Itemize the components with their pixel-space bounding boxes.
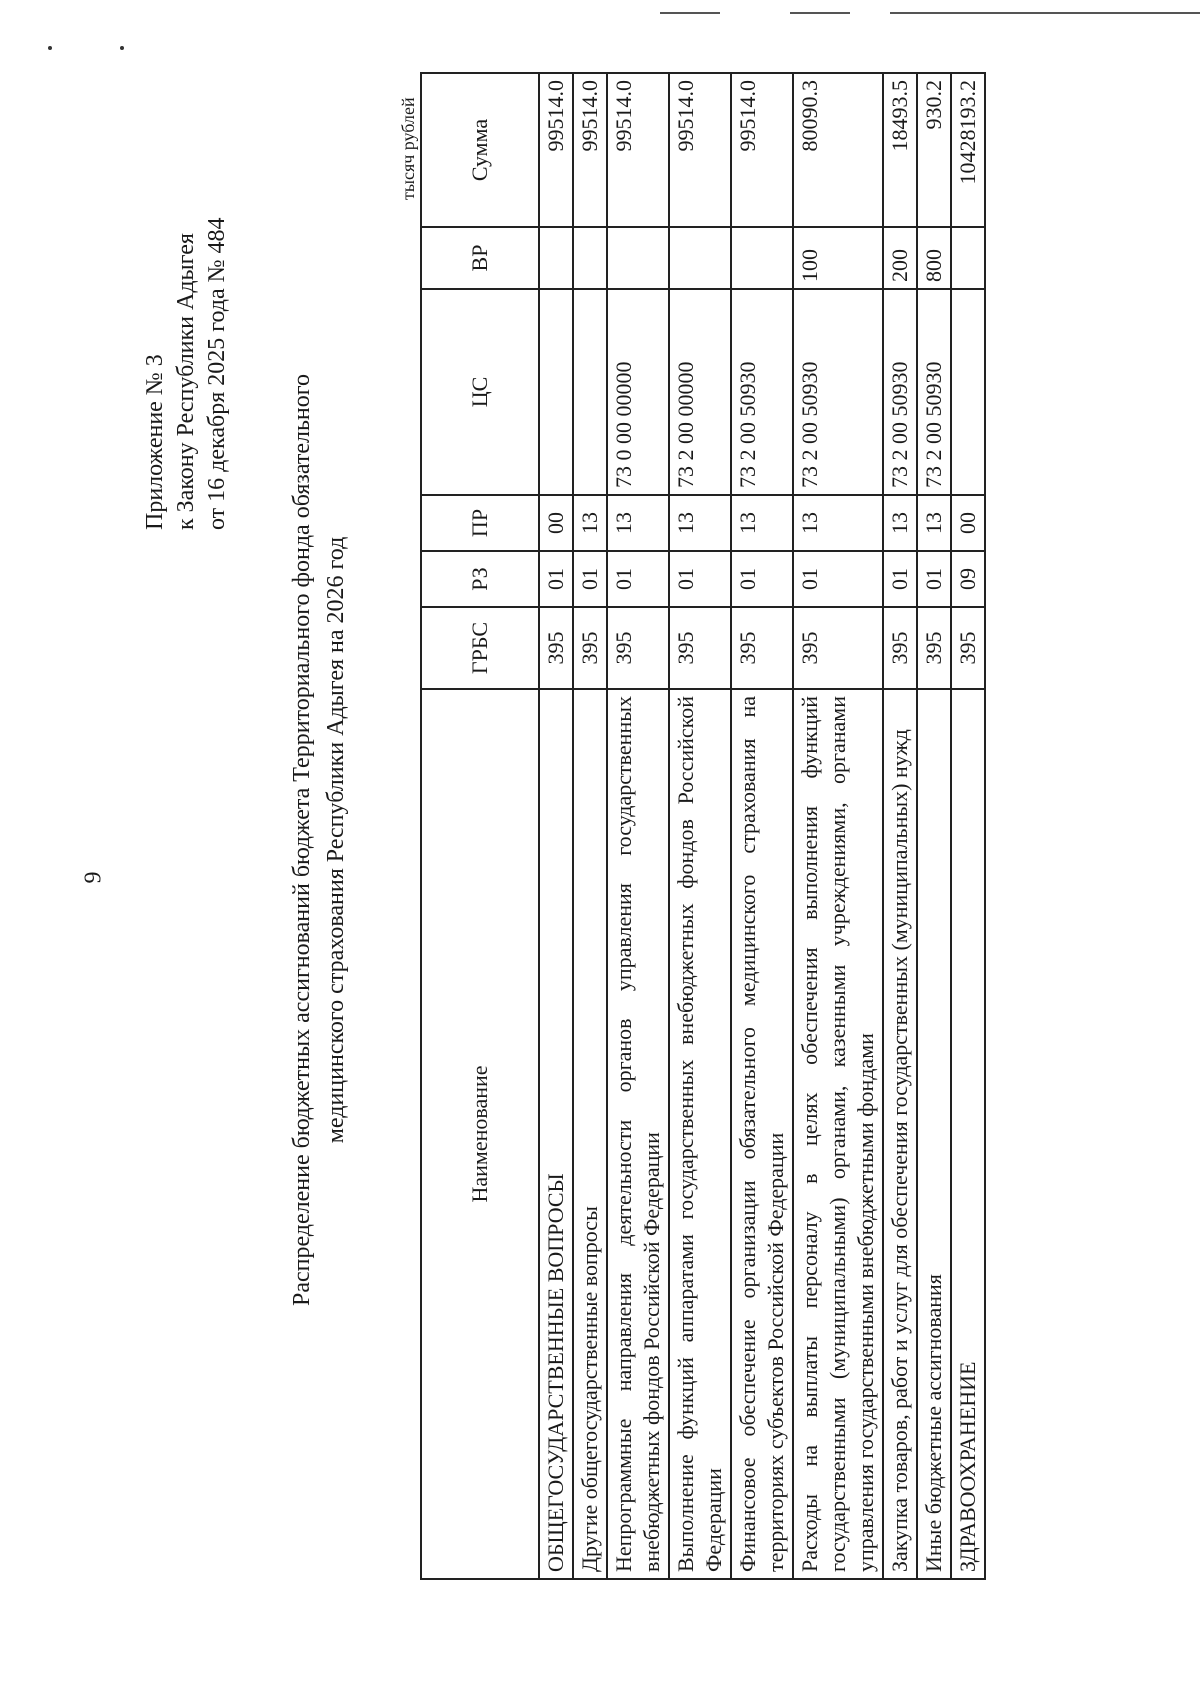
cell-sum: 10428193.2 — [951, 73, 985, 227]
cell-rz: 01 — [607, 551, 669, 607]
cell-grbs: 395 — [917, 607, 951, 689]
scan-artifact-line — [660, 12, 720, 14]
cell-vr — [951, 227, 985, 289]
table-header-row — [421, 73, 539, 1579]
cell-name: ОБЩЕГОСУДАРСТВЕННЫЕ ВОПРОСЫ — [539, 689, 573, 1579]
cell-pr: 00 — [951, 495, 985, 551]
cell-name: Другие общегосударственные вопросы — [573, 689, 607, 1579]
cell-vr — [573, 227, 607, 289]
table-row — [573, 73, 607, 1579]
table-row — [951, 73, 985, 1579]
cell-sum: 80090.3 — [793, 73, 883, 227]
cell-grbs: 395 — [793, 607, 883, 689]
cell-cs: 73 2 00 50930 — [883, 289, 917, 495]
cell-grbs: 395 — [539, 607, 573, 689]
cell-rz: 01 — [883, 551, 917, 607]
table-row — [917, 73, 951, 1579]
cell-cs: 73 2 00 50930 — [793, 289, 883, 495]
header-rz: РЗ — [421, 551, 539, 607]
cell-cs: 73 2 00 00000 — [669, 289, 731, 495]
cell-cs: 73 2 00 50930 — [917, 289, 951, 495]
cell-sum: 99514.0 — [573, 73, 607, 227]
cell-cs: 73 0 00 00000 — [607, 289, 669, 495]
cell-rz: 09 — [951, 551, 985, 607]
table-row — [793, 73, 883, 1579]
page-number: 9 — [80, 871, 107, 884]
scan-artifact-line — [890, 12, 1200, 14]
units-label: тысяч рублей — [398, 97, 418, 200]
scan-artifact-line — [790, 12, 850, 14]
scan-artifact-dot — [120, 46, 124, 50]
header-cs: ЦС — [421, 289, 539, 495]
cell-vr: 800 — [917, 227, 951, 289]
table-row — [669, 73, 731, 1579]
cell-rz: 01 — [573, 551, 607, 607]
table-row — [883, 73, 917, 1579]
budget-table — [420, 72, 986, 1580]
header-grbs: ГРБС — [421, 607, 539, 689]
cell-name: ЗДРАВООХРАНЕНИЕ — [951, 689, 985, 1579]
table-row — [539, 73, 573, 1579]
cell-sum: 99514.0 — [731, 73, 793, 227]
cell-pr: 13 — [573, 495, 607, 551]
cell-vr — [607, 227, 669, 289]
cell-vr: 100 — [793, 227, 883, 289]
scan-artifact-dot — [48, 46, 52, 50]
cell-pr: 13 — [731, 495, 793, 551]
cell-pr: 13 — [917, 495, 951, 551]
rotated-document — [120, 54, 1120, 1640]
table-row — [731, 73, 793, 1579]
cell-cs — [573, 289, 607, 495]
document-title — [285, 240, 353, 1440]
cell-name: Расходы на выплаты персоналу в целях обеспечения выполнения функций государственными (муниципальными) органами, казенными учреждениями, органами управления государственными внебюджетными фондами — [793, 689, 883, 1579]
cell-name: Закупка товаров, работ и услуг для обеспечения государственных (муниципальных) нужд — [883, 689, 917, 1579]
cell-sum: 930.2 — [917, 73, 951, 227]
cell-sum: 99514.0 — [669, 73, 731, 227]
cell-pr: 13 — [883, 495, 917, 551]
title-line-2: медицинского страхования Республики Адыгея на 2026 год — [323, 536, 349, 1144]
header-pr: ПР — [421, 495, 539, 551]
cell-rz: 01 — [539, 551, 573, 607]
cell-sum: 99514.0 — [539, 73, 573, 227]
cell-grbs: 395 — [951, 607, 985, 689]
table-body — [539, 73, 985, 1579]
header-name: Наименование — [421, 689, 539, 1579]
cell-vr — [539, 227, 573, 289]
cell-grbs: 395 — [731, 607, 793, 689]
cell-pr: 13 — [607, 495, 669, 551]
annex-line-2: к Закону Республики Адыгея — [173, 233, 199, 530]
cell-grbs: 395 — [669, 607, 731, 689]
cell-name: Непрограммные направления деятельности органов управления государственных внебюджетных фондов Российской Федерации — [607, 689, 669, 1579]
cell-grbs: 395 — [883, 607, 917, 689]
table-row — [607, 73, 669, 1579]
cell-grbs: 395 — [573, 607, 607, 689]
cell-rz: 01 — [917, 551, 951, 607]
cell-vr: 200 — [883, 227, 917, 289]
cell-cs — [539, 289, 573, 495]
cell-grbs: 395 — [607, 607, 669, 689]
annex-line-1: Приложение № 3 — [142, 354, 168, 530]
annex-line-3: от 16 декабря 2025 года № 484 — [204, 217, 230, 530]
cell-rz: 01 — [793, 551, 883, 607]
cell-name: Иные бюджетные ассигнования — [917, 689, 951, 1579]
cell-cs — [951, 289, 985, 495]
cell-vr — [731, 227, 793, 289]
cell-pr: 13 — [669, 495, 731, 551]
header-vr: ВР — [421, 227, 539, 289]
cell-pr: 00 — [539, 495, 573, 551]
cell-name: Финансовое обеспечение организации обязательного медицинского страхования на территориях субъектов Российской Федерации — [731, 689, 793, 1579]
cell-cs: 73 2 00 50930 — [731, 289, 793, 495]
cell-sum: 99514.0 — [607, 73, 669, 227]
cell-rz: 01 — [669, 551, 731, 607]
cell-rz: 01 — [731, 551, 793, 607]
cell-name: Выполнение функций аппаратами государственных внебюджетных фондов Российской Федерации — [669, 689, 731, 1579]
annex-block — [140, 217, 233, 530]
cell-vr — [669, 227, 731, 289]
header-sum: Сумма — [421, 73, 539, 227]
cell-sum: 18493.5 — [883, 73, 917, 227]
title-line-1: Распределение бюджетных ассигнований бюджета Территориального фонда обязательного — [289, 373, 315, 1307]
cell-pr: 13 — [793, 495, 883, 551]
